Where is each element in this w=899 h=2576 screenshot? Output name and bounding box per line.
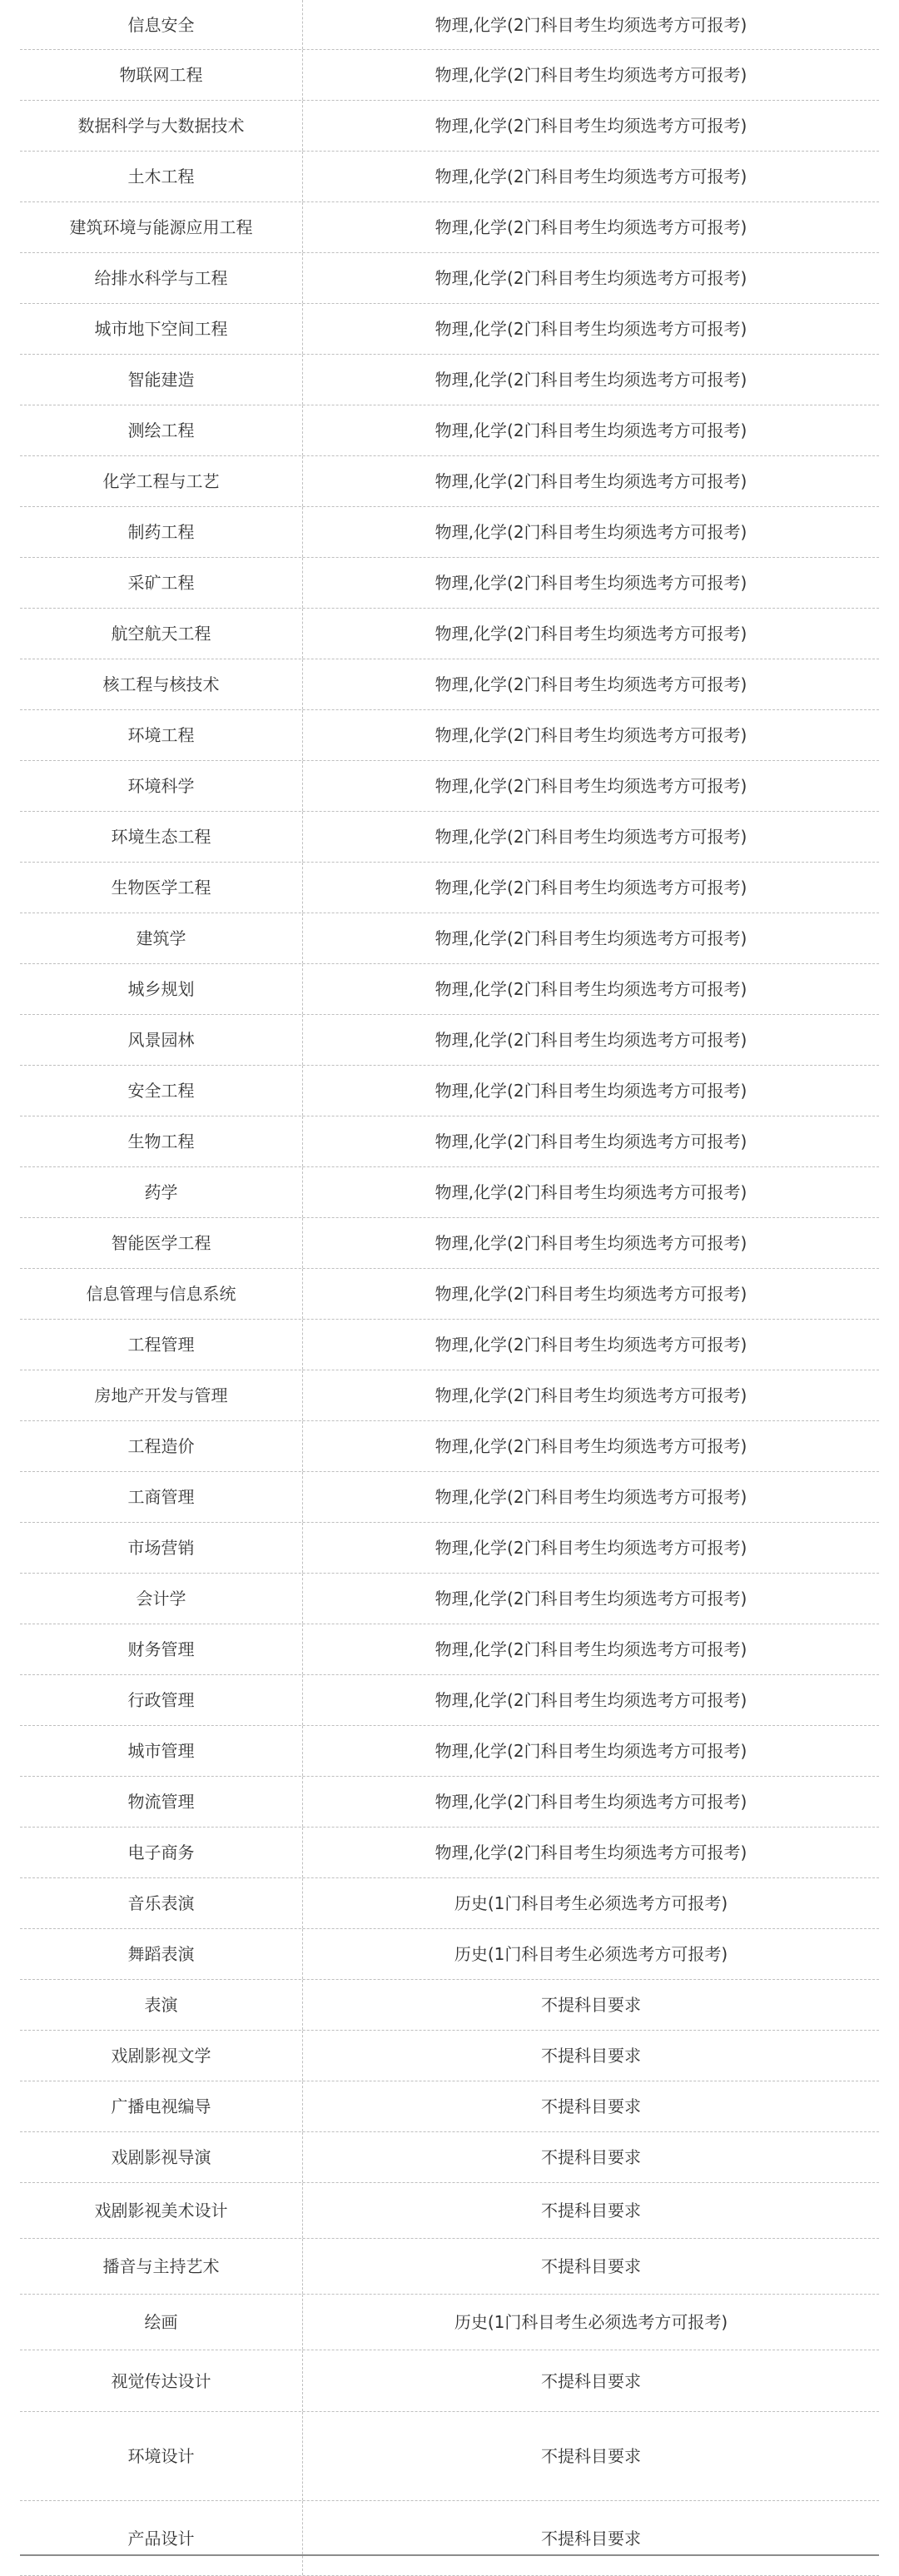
major-name-cell: 化学工程与工艺: [20, 456, 303, 506]
subject-requirement-cell: 物理,化学(2门科目考生均须选考方可报考): [435, 14, 748, 35]
table-row: [20, 1878, 879, 1929]
subject-requirement-cell: 物理,化学(2门科目考生均须选考方可报考): [435, 167, 748, 186]
subject-requirement-cell: 物理,化学(2门科目考生均须选考方可报考): [435, 319, 748, 339]
table-row: [20, 609, 879, 659]
major-name-cell: 产品设计: [20, 2501, 303, 2575]
table-row: [20, 1269, 879, 1320]
major-name-cell: 城市地下空间工程: [20, 304, 303, 354]
major-name-cell: 土木工程: [20, 152, 303, 201]
subject-requirement-cell: 不提科目要求: [541, 1995, 641, 2015]
table-row: [20, 253, 879, 304]
table-row: [20, 101, 879, 152]
major-name-cell: 工程造价: [20, 1421, 303, 1471]
table-row: [20, 2183, 879, 2239]
subject-requirement-cell: 物理,化学(2门科目考生均须选考方可报考): [435, 1589, 748, 1609]
subject-requirement-cell: 物理,化学(2门科目考生均须选考方可报考): [435, 1792, 748, 1812]
table-row: [20, 913, 879, 964]
subject-requirement-cell: 物理,化学(2门科目考生均须选考方可报考): [435, 1690, 748, 1710]
subject-requirement-cell: 不提科目要求: [541, 2256, 641, 2276]
table-row: [20, 507, 879, 558]
major-name-cell: 风景园林: [20, 1015, 303, 1065]
subject-requirement-table: [20, 0, 879, 2576]
table-row: [20, 1624, 879, 1675]
subject-requirement-cell: 物理,化学(2门科目考生均须选考方可报考): [435, 217, 748, 237]
table-row: [20, 1015, 879, 1066]
subject-requirement-cell: 物理,化学(2门科目考生均须选考方可报考): [435, 1131, 748, 1151]
major-name-cell: 播音与主持艺术: [20, 2239, 303, 2294]
major-name-cell: 智能医学工程: [20, 1218, 303, 1268]
table-row: [20, 1726, 879, 1777]
major-name-cell: 市场营销: [20, 1523, 303, 1573]
table-row: [20, 0, 879, 50]
subject-requirement-cell: 物理,化学(2门科目考生均须选考方可报考): [435, 624, 748, 644]
subject-requirement-cell: 物理,化学(2门科目考生均须选考方可报考): [435, 928, 748, 948]
table-row: [20, 405, 879, 456]
subject-requirement-cell: 历史(1门科目考生必须选考方可报考): [454, 2312, 728, 2332]
subject-requirement-cell: 物理,化学(2门科目考生均须选考方可报考): [435, 1284, 748, 1304]
table-row: [20, 304, 879, 355]
table-row: [20, 355, 879, 405]
major-name-cell: 采矿工程: [20, 558, 303, 608]
table-row: [20, 1218, 879, 1269]
major-name-cell: 戏剧影视美术设计: [20, 2183, 303, 2238]
subject-requirement-cell: 物理,化学(2门科目考生均须选考方可报考): [435, 1538, 748, 1558]
subject-requirement-cell: 不提科目要求: [541, 2046, 641, 2066]
major-name-cell: 城乡规划: [20, 964, 303, 1014]
table-row: [20, 1777, 879, 1828]
subject-requirement-cell: 物理,化学(2门科目考生均须选考方可报考): [435, 725, 748, 745]
major-name-cell: 视觉传达设计: [20, 2350, 303, 2411]
table-row: [20, 1574, 879, 1624]
major-name-cell: 会计学: [20, 1574, 303, 1624]
major-name-cell: 环境设计: [20, 2412, 303, 2500]
table-row: [20, 1116, 879, 1167]
table-row: [20, 2132, 879, 2183]
table-row: [20, 1675, 879, 1726]
major-name-cell: 建筑环境与能源应用工程: [20, 202, 303, 252]
major-name-cell: 舞蹈表演: [20, 1929, 303, 1979]
subject-requirement-cell: 不提科目要求: [541, 2446, 641, 2466]
major-name-cell: 财务管理: [20, 1624, 303, 1674]
subject-requirement-cell: 物理,化学(2门科目考生均须选考方可报考): [435, 1385, 748, 1405]
major-name-cell: 建筑学: [20, 913, 303, 963]
table-row: [20, 2239, 879, 2295]
subject-requirement-cell: 物理,化学(2门科目考生均须选考方可报考): [435, 878, 748, 898]
major-name-cell: 城市管理: [20, 1726, 303, 1776]
major-name-cell: 安全工程: [20, 1066, 303, 1116]
table-row: [20, 2031, 879, 2081]
subject-requirement-cell: 物理,化学(2门科目考生均须选考方可报考): [435, 1487, 748, 1507]
subject-requirement-cell: 不提科目要求: [541, 2370, 641, 2391]
subject-requirement-cell: 物理,化学(2门科目考生均须选考方可报考): [435, 116, 748, 136]
subject-requirement-cell: 物理,化学(2门科目考生均须选考方可报考): [435, 1081, 748, 1101]
major-name-cell: 电子商务: [20, 1828, 303, 1877]
major-name-cell: 航空航天工程: [20, 609, 303, 659]
major-name-cell: 核工程与核技术: [20, 659, 303, 709]
subject-requirement-cell: 历史(1门科目考生必须选考方可报考): [454, 1944, 728, 1964]
subject-requirement-cell: 物理,化学(2门科目考生均须选考方可报考): [435, 420, 748, 440]
table-row: [20, 863, 879, 913]
table-row: [20, 50, 879, 101]
subject-requirement-cell: 物理,化学(2门科目考生均须选考方可报考): [435, 1335, 748, 1355]
subject-requirement-cell: 物理,化学(2门科目考生均须选考方可报考): [435, 573, 748, 593]
subject-requirement-cell: 物理,化学(2门科目考生均须选考方可报考): [435, 65, 748, 85]
major-name-cell: 信息安全: [20, 0, 303, 49]
major-name-cell: 数据科学与大数据技术: [20, 101, 303, 151]
table-row: [20, 1370, 879, 1421]
table-row: [20, 2501, 879, 2576]
major-name-cell: 测绘工程: [20, 405, 303, 455]
subject-requirement-cell: 物理,化学(2门科目考生均须选考方可报考): [435, 1842, 748, 1862]
major-name-cell: 绘画: [20, 2295, 303, 2350]
major-name-cell: 工程管理: [20, 1320, 303, 1370]
major-name-cell: 房地产开发与管理: [20, 1370, 303, 1420]
major-name-cell: 药学: [20, 1167, 303, 1217]
table-row: [20, 2081, 879, 2132]
subject-requirement-cell: 物理,化学(2门科目考生均须选考方可报考): [435, 1182, 748, 1202]
major-name-cell: 戏剧影视文学: [20, 2031, 303, 2081]
subject-requirement-cell: 物理,化学(2门科目考生均须选考方可报考): [435, 1436, 748, 1456]
table-row: [20, 1320, 879, 1370]
major-name-cell: 表演: [20, 1980, 303, 2030]
table-row: [20, 1980, 879, 2031]
subject-requirement-cell: 物理,化学(2门科目考生均须选考方可报考): [435, 1030, 748, 1050]
major-name-cell: 生物医学工程: [20, 863, 303, 913]
table-row: [20, 1066, 879, 1116]
table-row: [20, 659, 879, 710]
subject-requirement-cell: 物理,化学(2门科目考生均须选考方可报考): [435, 1639, 748, 1659]
table-row: [20, 2295, 879, 2350]
table-row: [20, 2412, 879, 2501]
subject-requirement-cell: 物理,化学(2门科目考生均须选考方可报考): [435, 370, 748, 390]
major-name-cell: 物联网工程: [20, 50, 303, 100]
subject-requirement-cell: 不提科目要求: [541, 2528, 641, 2549]
table-row: [20, 1929, 879, 1980]
table-row: [20, 558, 879, 609]
major-name-cell: 工商管理: [20, 1472, 303, 1522]
major-name-cell: 音乐表演: [20, 1878, 303, 1928]
table-row: [20, 456, 879, 507]
subject-requirement-cell: 物理,化学(2门科目考生均须选考方可报考): [435, 827, 748, 847]
table-row: [20, 1167, 879, 1218]
major-name-cell: 生物工程: [20, 1116, 303, 1166]
major-name-cell: 环境生态工程: [20, 812, 303, 862]
subject-requirement-cell: 不提科目要求: [541, 2096, 641, 2116]
table-row: [20, 1472, 879, 1523]
table-row: [20, 710, 879, 761]
subject-requirement-cell: 物理,化学(2门科目考生均须选考方可报考): [435, 268, 748, 288]
subject-requirement-cell: 物理,化学(2门科目考生均须选考方可报考): [435, 674, 748, 694]
subject-requirement-cell: 物理,化学(2门科目考生均须选考方可报考): [435, 979, 748, 999]
table-row: [20, 761, 879, 812]
major-name-cell: 环境科学: [20, 761, 303, 811]
major-name-cell: 智能建造: [20, 355, 303, 405]
table-bottom-rule: [20, 2554, 879, 2556]
major-name-cell: 信息管理与信息系统: [20, 1269, 303, 1319]
major-name-cell: 物流管理: [20, 1777, 303, 1827]
major-name-cell: 行政管理: [20, 1675, 303, 1725]
table-row: [20, 202, 879, 253]
table-row: [20, 152, 879, 202]
table-row: [20, 964, 879, 1015]
subject-requirement-cell: 物理,化学(2门科目考生均须选考方可报考): [435, 471, 748, 491]
table-row: [20, 2350, 879, 2412]
major-name-cell: 戏剧影视导演: [20, 2132, 303, 2182]
table-row: [20, 1421, 879, 1472]
subject-requirement-cell: 物理,化学(2门科目考生均须选考方可报考): [435, 1741, 748, 1761]
subject-requirement-cell: 不提科目要求: [541, 2201, 641, 2220]
table-row: [20, 812, 879, 863]
table-row: [20, 1828, 879, 1878]
subject-requirement-cell: 物理,化学(2门科目考生均须选考方可报考): [435, 1233, 748, 1253]
major-name-cell: 环境工程: [20, 710, 303, 760]
subject-requirement-cell: 不提科目要求: [541, 2147, 641, 2167]
major-name-cell: 制药工程: [20, 507, 303, 557]
major-name-cell: 广播电视编导: [20, 2081, 303, 2131]
subject-requirement-cell: 历史(1门科目考生必须选考方可报考): [454, 1893, 728, 1913]
major-name-cell: 给排水科学与工程: [20, 253, 303, 303]
subject-requirement-cell: 物理,化学(2门科目考生均须选考方可报考): [435, 776, 748, 796]
table-row: [20, 1523, 879, 1574]
subject-requirement-cell: 物理,化学(2门科目考生均须选考方可报考): [435, 522, 748, 542]
